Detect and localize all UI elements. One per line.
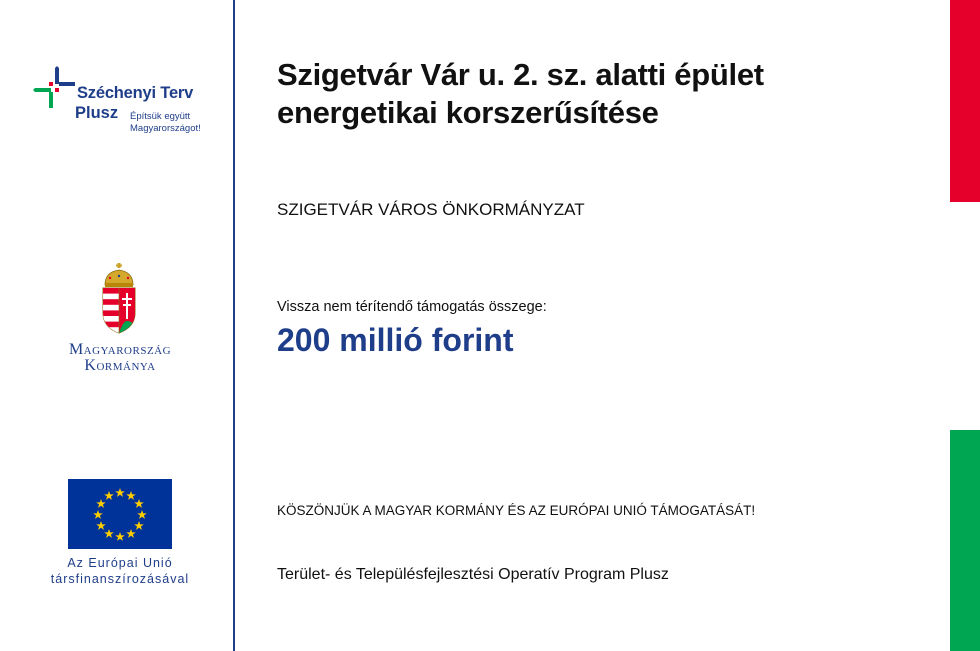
szechenyi-slogan-line1: Építsük együtt bbox=[130, 111, 191, 122]
flag-stripe-red bbox=[950, 0, 980, 202]
thanks-text: KÖSZÖNJÜK A MAGYAR KORMÁNY ÉS AZ EURÓPAI UNIÓ TÁMOGATÁSÁT! bbox=[277, 503, 756, 518]
government-label-line2: Kormánya bbox=[84, 357, 156, 374]
government-label-line1: Magyarország bbox=[68, 341, 172, 358]
government-label bbox=[40, 342, 200, 374]
eu-label-line2: társfinanszírozásával bbox=[50, 572, 190, 586]
eu-flag-icon bbox=[68, 479, 172, 549]
grant-amount: 200 millió forint bbox=[277, 322, 514, 358]
szechenyi-slogan-line2: Magyarországot! bbox=[130, 123, 201, 134]
beneficiary-name: SZIGETVÁR VÁROS ÖNKORMÁNYZAT bbox=[277, 200, 585, 219]
szechenyi-logo bbox=[33, 66, 218, 138]
eu-label bbox=[30, 555, 210, 587]
eu-stars-icon bbox=[68, 479, 172, 549]
cross-arrows-icon bbox=[33, 66, 77, 110]
szechenyi-name-line1: Széchenyi Terv bbox=[77, 84, 194, 102]
eu-label-line1: Az Európai Unió bbox=[67, 556, 173, 570]
grant-label: Vissza nem térítendő támogatás összege: bbox=[277, 299, 547, 315]
hungarian-coat-of-arms-icon bbox=[99, 263, 139, 335]
vertical-divider bbox=[233, 0, 235, 651]
szechenyi-slogan bbox=[130, 111, 201, 135]
project-title: Szigetvár Vár u. 2. sz. alatti épület energetikai korszerűsítése bbox=[277, 57, 764, 130]
szechenyi-name-line2: Plusz bbox=[75, 104, 119, 122]
flag-stripe-green bbox=[950, 430, 980, 651]
program-name: Terület- és Településfejlesztési Operatív Program Plusz bbox=[277, 566, 669, 583]
